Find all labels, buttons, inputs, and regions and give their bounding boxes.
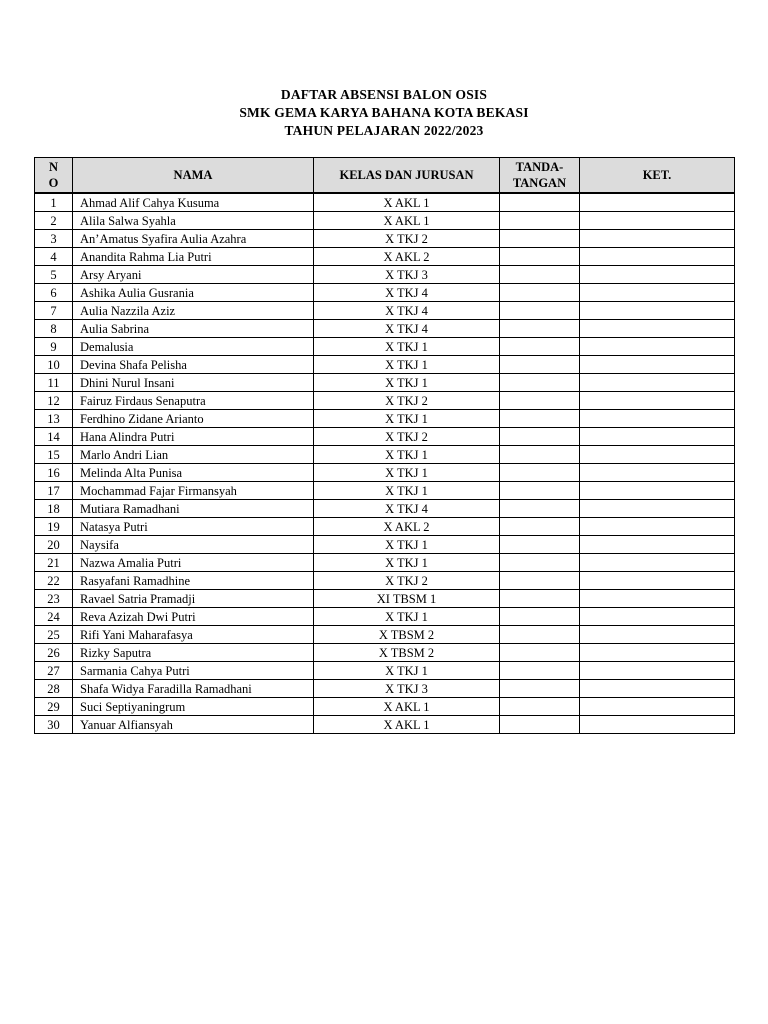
student-name-cell: Aulia Sabrina [73, 320, 314, 338]
class-major-cell: X TKJ 4 [314, 500, 500, 518]
class-major-cell: X TKJ 4 [314, 302, 500, 320]
signature-cell [500, 410, 580, 428]
table-row [35, 482, 735, 500]
signature-cell [500, 428, 580, 446]
student-name-cell: Melinda Alta Punisa [73, 464, 314, 482]
row-number-cell: 23 [35, 590, 73, 608]
row-number-cell: 14 [35, 428, 73, 446]
remarks-cell [580, 698, 735, 716]
remarks-cell [580, 554, 735, 572]
signature-cell [500, 680, 580, 698]
table-row [35, 356, 735, 374]
student-name-cell: Rizky Saputra [73, 644, 314, 662]
signature-cell [500, 716, 580, 734]
table-row [35, 518, 735, 536]
row-number-cell: 20 [35, 536, 73, 554]
row-number-cell: 16 [35, 464, 73, 482]
student-name-cell: An’Amatus Syafira Aulia Azahra [73, 230, 314, 248]
remarks-cell [580, 230, 735, 248]
table-row [35, 716, 735, 734]
row-number-cell: 18 [35, 500, 73, 518]
class-major-cell: X AKL 1 [314, 716, 500, 734]
row-number-cell: 22 [35, 572, 73, 590]
class-major-cell: X TKJ 1 [314, 446, 500, 464]
signature-cell [500, 536, 580, 554]
table-row [35, 374, 735, 392]
document-title: DAFTAR ABSENSI BALON OSIS [280, 87, 488, 102]
student-name-cell: Nazwa Amalia Putri [73, 554, 314, 572]
row-number-cell: 3 [35, 230, 73, 248]
table-row [35, 338, 735, 356]
table-body [35, 193, 735, 734]
class-major-cell: X AKL 1 [314, 212, 500, 230]
signature-cell [500, 212, 580, 230]
remarks-cell [580, 284, 735, 302]
remarks-cell [580, 356, 735, 374]
class-major-cell: X TKJ 4 [314, 320, 500, 338]
table-row [35, 320, 735, 338]
signature-cell [500, 662, 580, 680]
remarks-cell [580, 302, 735, 320]
row-number-cell: 27 [35, 662, 73, 680]
class-major-cell: X TBSM 2 [314, 644, 500, 662]
signature-cell [500, 518, 580, 536]
class-major-cell: X AKL 2 [314, 518, 500, 536]
class-major-cell: X TKJ 1 [314, 410, 500, 428]
class-major-cell: X TKJ 2 [314, 230, 500, 248]
student-name-cell: Ravael Satria Pramadji [73, 590, 314, 608]
student-name-cell: Alila Salwa Syahla [73, 212, 314, 230]
table-header-row [35, 158, 735, 194]
signature-cell [500, 284, 580, 302]
academic-year: TAHUN PELAJARAN 2022/2023 [284, 123, 484, 138]
class-major-cell: X TKJ 3 [314, 680, 500, 698]
document-header [0, 86, 768, 140]
class-major-cell: X TKJ 2 [314, 572, 500, 590]
class-major-cell: X TKJ 3 [314, 266, 500, 284]
row-number-cell: 1 [35, 193, 73, 212]
remarks-cell [580, 644, 735, 662]
row-number-cell: 2 [35, 212, 73, 230]
student-name-cell: Hana Alindra Putri [73, 428, 314, 446]
table-row [35, 662, 735, 680]
signature-cell [500, 374, 580, 392]
student-name-cell: Anandita Rahma Lia Putri [73, 248, 314, 266]
student-name-cell: Fairuz Firdaus Senaputra [73, 392, 314, 410]
class-major-cell: X AKL 1 [314, 698, 500, 716]
row-number-cell: 24 [35, 608, 73, 626]
class-major-cell: X TKJ 2 [314, 428, 500, 446]
class-major-cell: XI TBSM 1 [314, 590, 500, 608]
class-major-cell: X TKJ 1 [314, 536, 500, 554]
table-row [35, 428, 735, 446]
table-row [35, 500, 735, 518]
signature-cell [500, 482, 580, 500]
column-header-nama: NAMA [73, 158, 314, 194]
signature-cell [500, 608, 580, 626]
class-major-cell: X AKL 2 [314, 248, 500, 266]
class-major-cell: X TKJ 1 [314, 338, 500, 356]
table-row [35, 392, 735, 410]
remarks-cell [580, 374, 735, 392]
row-number-cell: 21 [35, 554, 73, 572]
row-number-cell: 11 [35, 374, 73, 392]
student-name-cell: Aulia Nazzila Aziz [73, 302, 314, 320]
class-major-cell: X TKJ 1 [314, 356, 500, 374]
signature-cell [500, 698, 580, 716]
class-major-cell: X TKJ 1 [314, 482, 500, 500]
signature-cell [500, 356, 580, 374]
student-name-cell: Reva Azizah Dwi Putri [73, 608, 314, 626]
remarks-cell [580, 680, 735, 698]
remarks-cell [580, 446, 735, 464]
class-major-cell: X AKL 1 [314, 193, 500, 212]
student-name-cell: Dhini Nurul Insani [73, 374, 314, 392]
remarks-cell [580, 482, 735, 500]
remarks-cell [580, 590, 735, 608]
class-major-cell: X TKJ 1 [314, 464, 500, 482]
remarks-cell [580, 500, 735, 518]
remarks-cell [580, 266, 735, 284]
signature-cell [500, 626, 580, 644]
signature-cell [500, 644, 580, 662]
row-number-cell: 10 [35, 356, 73, 374]
remarks-cell [580, 464, 735, 482]
table-row [35, 266, 735, 284]
student-name-cell: Ferdhino Zidane Arianto [73, 410, 314, 428]
student-name-cell: Natasya Putri [73, 518, 314, 536]
student-name-cell: Yanuar Alfiansyah [73, 716, 314, 734]
row-number-cell: 5 [35, 266, 73, 284]
student-name-cell: Devina Shafa Pelisha [73, 356, 314, 374]
class-major-cell: X TKJ 2 [314, 392, 500, 410]
remarks-cell [580, 212, 735, 230]
table-row [35, 698, 735, 716]
class-major-cell: X TKJ 1 [314, 662, 500, 680]
signature-cell [500, 446, 580, 464]
student-name-cell: Marlo Andri Lian [73, 446, 314, 464]
row-number-cell: 9 [35, 338, 73, 356]
table-row [35, 590, 735, 608]
table-row [35, 230, 735, 248]
row-number-cell: 25 [35, 626, 73, 644]
row-number-cell: 6 [35, 284, 73, 302]
row-number-cell: 15 [35, 446, 73, 464]
table-row [35, 644, 735, 662]
student-name-cell: Shafa Widya Faradilla Ramadhani [73, 680, 314, 698]
student-name-cell: Demalusia [73, 338, 314, 356]
remarks-cell [580, 518, 735, 536]
column-header-kelas: KELAS DAN JURUSAN [314, 158, 500, 194]
row-number-cell: 28 [35, 680, 73, 698]
table-row [35, 410, 735, 428]
signature-cell [500, 248, 580, 266]
table-row [35, 446, 735, 464]
row-number-cell: 30 [35, 716, 73, 734]
column-header-no: N O [35, 158, 73, 194]
school-name: SMK GEMA KARYA BAHANA KOTA BEKASI [239, 105, 529, 120]
student-name-cell: Arsy Aryani [73, 266, 314, 284]
remarks-cell [580, 662, 735, 680]
signature-cell [500, 500, 580, 518]
table-row [35, 626, 735, 644]
remarks-cell [580, 716, 735, 734]
remarks-cell [580, 338, 735, 356]
table-row [35, 572, 735, 590]
signature-cell [500, 392, 580, 410]
row-number-cell: 26 [35, 644, 73, 662]
signature-cell [500, 554, 580, 572]
student-name-cell: Mutiara Ramadhani [73, 500, 314, 518]
remarks-cell [580, 392, 735, 410]
student-name-cell: Rasyafani Ramadhine [73, 572, 314, 590]
row-number-cell: 29 [35, 698, 73, 716]
signature-cell [500, 572, 580, 590]
table-row [35, 554, 735, 572]
table-row [35, 536, 735, 554]
row-number-cell: 4 [35, 248, 73, 266]
signature-cell [500, 266, 580, 284]
column-header-tanda-tangan: TANDA- TANGAN [500, 158, 580, 194]
table-row [35, 193, 735, 212]
table-row [35, 212, 735, 230]
remarks-cell [580, 320, 735, 338]
signature-cell [500, 302, 580, 320]
table-row [35, 284, 735, 302]
student-name-cell: Rifi Yani Maharafasya [73, 626, 314, 644]
remarks-cell [580, 428, 735, 446]
row-number-cell: 13 [35, 410, 73, 428]
row-number-cell: 19 [35, 518, 73, 536]
row-number-cell: 12 [35, 392, 73, 410]
table-row [35, 608, 735, 626]
class-major-cell: X TKJ 1 [314, 374, 500, 392]
student-name-cell: Ahmad Alif Cahya Kusuma [73, 193, 314, 212]
signature-cell [500, 193, 580, 212]
row-number-cell: 17 [35, 482, 73, 500]
class-major-cell: X TKJ 1 [314, 554, 500, 572]
student-name-cell: Suci Septiyaningrum [73, 698, 314, 716]
remarks-cell [580, 536, 735, 554]
table-row [35, 680, 735, 698]
student-name-cell: Sarmania Cahya Putri [73, 662, 314, 680]
remarks-cell [580, 248, 735, 266]
column-header-ket: KET. [580, 158, 735, 194]
remarks-cell [580, 626, 735, 644]
class-major-cell: X TKJ 4 [314, 284, 500, 302]
class-major-cell: X TKJ 1 [314, 608, 500, 626]
remarks-cell [580, 193, 735, 212]
remarks-cell [580, 572, 735, 590]
student-name-cell: Mochammad Fajar Firmansyah [73, 482, 314, 500]
signature-cell [500, 590, 580, 608]
attendance-table [34, 157, 735, 734]
remarks-cell [580, 410, 735, 428]
signature-cell [500, 230, 580, 248]
table-row [35, 464, 735, 482]
table-row [35, 248, 735, 266]
row-number-cell: 8 [35, 320, 73, 338]
signature-cell [500, 464, 580, 482]
student-name-cell: Naysifa [73, 536, 314, 554]
table-row [35, 302, 735, 320]
signature-cell [500, 338, 580, 356]
remarks-cell [580, 608, 735, 626]
row-number-cell: 7 [35, 302, 73, 320]
signature-cell [500, 320, 580, 338]
class-major-cell: X TBSM 2 [314, 626, 500, 644]
student-name-cell: Ashika Aulia Gusrania [73, 284, 314, 302]
